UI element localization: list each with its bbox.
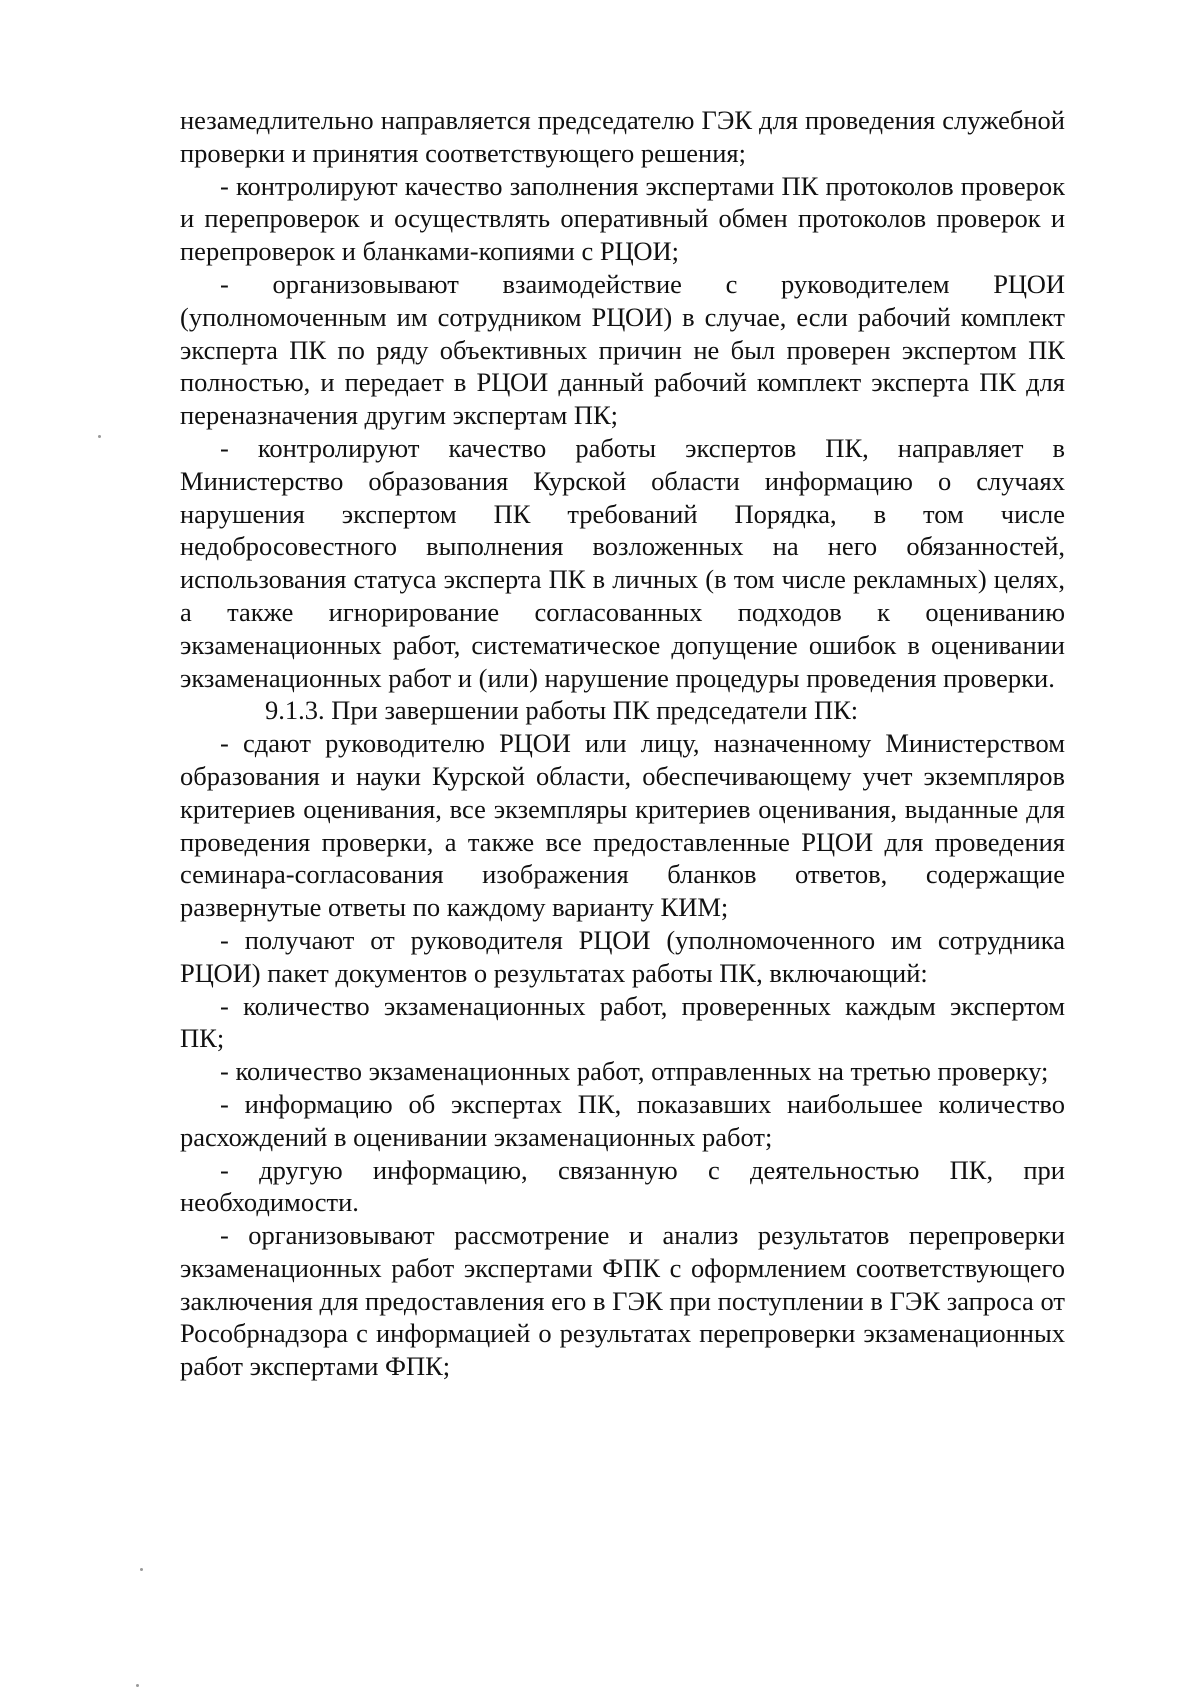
paragraph-expert-discrepancies: - информацию об экспертах ПК, показавших наибольшее количество расхождений в оценивании экзаменационных работ; xyxy=(180,1088,1065,1152)
scan-speck xyxy=(98,435,101,438)
paragraph-receive-documents: - получают от руководителя РЦОИ (уполномоченного им сотрудника РЦОИ) пакет документов о результатах работы ПК, включающий: xyxy=(180,924,1065,988)
paragraph-recheck-analysis: - организовывают рассмотрение и анализ результатов перепроверки экзаменационных работ экспертами ФПК с оформлением соответствующего заключения для предоставления его в ГЭК при поступлении в ГЭК запроса от Рособрнадзора с информацией о результатах перепроверки экзаменационных работ экспертами ФПК; xyxy=(180,1220,1065,1382)
scan-speck xyxy=(140,1568,143,1571)
paragraph-rcoi-interaction: - организовывают взаимодействие с руководителем РЦОИ (уполномоченным им сотрудником РЦОИ) в случае, если рабочий комплект эксперта ПК по ряду объективных причин не был проверен экспертом ПК полностью, и передает в РЦОИ данный рабочий комплект эксперта ПК для переназначения другим экспертам ПК; xyxy=(180,268,1065,431)
paragraph-hand-over-criteria: - сдают руководителю РЦОИ или лицу, назначенному Министерством образования и науки Курской области, обеспечивающему учет экземпляров критериев оценивания, все экземпляры критериев оценивания, выданные для проведения проверки, а также все предоставленные РЦОИ для проведения семинара-согласования изображения бланков ответов, содержащие развернутые ответы по каждому варианту КИМ; xyxy=(180,728,1065,923)
paragraph-continuation: незамедлительно направляется председателю ГЭК для проведения служебной проверки и принятия соответствующего решения; xyxy=(180,105,1065,168)
paragraph-expert-quality: - контролируют качество работы экспертов ПК, направляет в Министерство образования Курской области информацию о случаях нарушения экспертом ПК требований Порядка, в том числе недобросовестного выполнения возложенных на него обязанностей, использования статуса эксперта ПК в личных (в том числе рекламных) целях, а также игнорирование согласованных подходов к оцениванию экзаменационных работ, систематическое допущение ошибок в оценивании экзаменационных работ и (или) нарушение процедуры проведения проверки. xyxy=(180,432,1065,693)
scan-speck xyxy=(136,1684,139,1687)
paragraph-count-third-check: - количество экзаменационных работ, отправленных на третью проверку; xyxy=(220,1056,1049,1087)
document-body xyxy=(180,104,1065,1383)
section-heading-9-1-3: 9.1.3. При завершении работы ПК председатели ПК: xyxy=(265,695,859,726)
paragraph-protocol-control: - контролируют качество заполнения экспертами ПК протоколов проверок и перепроверок и осуществлять оперативный обмен протоколов проверок и перепроверок и бланками-копиями с РЦОИ; xyxy=(180,170,1065,267)
paragraph-count-checked: - количество экзаменационных работ, проверенных каждым экспертом ПК; xyxy=(180,990,1065,1054)
paragraph-other-info: - другую информацию, связанную с деятельностью ПК, при необходимости. xyxy=(180,1154,1065,1218)
